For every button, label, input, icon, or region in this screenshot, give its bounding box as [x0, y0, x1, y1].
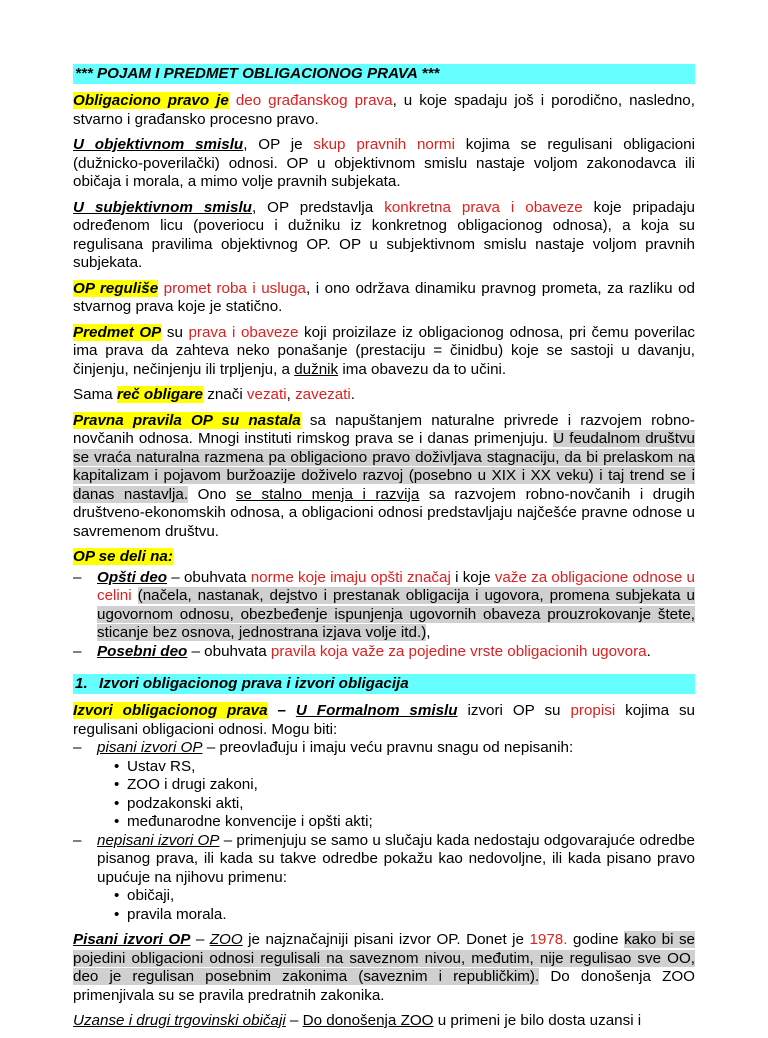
dash-marker: –	[73, 642, 82, 660]
term: U objektivnom smislu	[73, 136, 244, 153]
paragraph-regulates	[73, 280, 695, 317]
body-text: , OP je	[243, 136, 314, 153]
highlight-term: OP se deli na:	[73, 548, 173, 565]
red-text: pravila koja važe za pojedine vrste obligacionih ugovora	[270, 642, 647, 660]
underlined-text: dužnik	[294, 360, 339, 378]
body-text: ima obavezu da to učini.	[338, 360, 507, 378]
bullet-list-unwritten	[73, 887, 695, 924]
body-text: – preovlađuju i imaju veću pravnu snagu od nepisanih:	[202, 739, 574, 756]
list-item-text	[97, 569, 695, 643]
section-title: Izvori obligacionog prava i izvori obligacija	[99, 675, 409, 692]
body-text: sa razvojem robno-novčanih i drugih društveno-ekonomskih odnosa, a obligacioni odnosi predstavljaju najčešće pravne odnose u savremenom društvu.	[73, 485, 695, 540]
bullet-list-written	[73, 758, 695, 832]
paragraph-objective	[73, 136, 695, 192]
red-text: propisi	[570, 702, 616, 719]
paragraph-usances	[73, 1012, 695, 1031]
body-text: i koje	[450, 568, 495, 586]
body-text: – obuhvata	[167, 568, 251, 586]
red-text: vezati	[246, 386, 287, 403]
paragraph-subjective	[73, 199, 695, 273]
term: Uzanse i drugi trgovinski običaji	[73, 1012, 286, 1029]
list-item-special	[73, 643, 695, 662]
body-text: godine	[567, 931, 625, 948]
body-text: je najznačajniji pisani izvor OP. Donet je	[242, 931, 530, 948]
highlight-term: Obligaciono pravo je	[73, 92, 229, 109]
term: Posebni deo	[97, 642, 188, 660]
document-page	[73, 64, 695, 1038]
term: pisani izvori OP	[97, 739, 203, 756]
body-text: – obuhvata	[187, 642, 271, 660]
dash-marker: –	[73, 739, 82, 756]
dash-marker: –	[73, 831, 82, 849]
paragraph-history	[73, 412, 695, 542]
body-text: kojima su regulisani obligacioni odnosi. Mogu biti:	[73, 702, 696, 738]
list-item: • podzakonski akti,	[127, 795, 695, 814]
underlined-text: ZOO	[209, 931, 243, 948]
list-item-general	[73, 569, 695, 643]
body-text: , u koje spadaju još i porodično, nasledno, stvarno i građansko procesno pravo.	[73, 92, 695, 128]
gray-highlight: U feudalnom društvu se vraća naturalna razmena pa obligaciono pravo doživljava stagnaciju, da bi prelaskom na kapitalizam i pojavom buržoazije doživelo razvoj (posebno u XIX i XX veku) i taj trend se i danas nastavlja.	[73, 430, 695, 503]
page-title: *** POJAM I PREDMET OBLIGACIONOG PRAVA ***	[73, 64, 695, 84]
highlight-term: reč obligare	[116, 386, 204, 403]
body-text: ,	[286, 386, 296, 403]
highlight-term: OP reguliše	[73, 279, 159, 297]
body-text: sa napuštanjem naturalne privrede i razvojem robno-novčanih odnosa. Mnogi instituti rimskog prava se i danas primenjuju.	[73, 411, 695, 447]
paragraph-subject	[73, 324, 695, 380]
paragraph-zoo	[73, 931, 695, 1005]
body-text: su	[161, 323, 189, 341]
body-text: –	[285, 1012, 303, 1029]
red-text: skup pravnih normi	[313, 136, 455, 153]
body-text: –	[190, 931, 210, 948]
highlight-term: Izvori obligacionog prava	[73, 702, 268, 719]
body-text: kojima se regulisani obligacioni (dužnicko-poverilački) odnosi. OP u objektivnom smislu nastaje voljom zakonodavca ili običaja i morala, a mimo volje pravnih subjekata.	[73, 136, 695, 190]
term: U Formalnom smislu	[295, 702, 458, 719]
red-text: promet roba i usluga	[163, 279, 306, 297]
paragraph-division	[73, 548, 695, 567]
body-text: izvori OP su	[457, 702, 571, 719]
paragraph-sources	[73, 702, 695, 739]
list-item-unwritten	[73, 832, 695, 888]
body-text: .	[350, 386, 356, 403]
body-text: znači	[203, 386, 247, 403]
body-text: , OP predstavlja	[251, 198, 385, 216]
section-heading	[73, 674, 695, 694]
underlined-text: se stalno menja i razvija	[235, 485, 420, 503]
red-text: norme koje imaju opšti značaj	[250, 568, 451, 586]
gray-highlight: kako bi se pojedini obligacioni odnosi regulisali na saveznom nivou, međutim, nije regulisao sve OO, deo je regulisan posebnim zakonima (saveznim i republičkim).	[73, 931, 695, 985]
body-text: koji proizilaze iz obligacionog odnosa, pri čemu poverilac ima prava da zahteva neko ponašanje (prestaciju = činidbu) koje se sastoji u davanju, činjenju, nečinjenju ili trpljenju, a	[73, 323, 695, 378]
underlined-text: Do donošenja ZOO	[302, 1012, 434, 1029]
list-item-text	[97, 739, 695, 758]
dash-marker: –	[73, 568, 82, 586]
body-text: Do donošenja ZOO primenjivala su se pravila predratnih zakonika.	[73, 968, 695, 1004]
body-text: koje pripadaju određenom licu (poveriocu i dužniku iz konkretnog obligacionog odnosa), a koja su regulisana pravilima objektivnog OP. OP u subjektivnom smislu nastaje voljom pravnih subjekata.	[73, 198, 695, 271]
term: Opšti deo	[97, 568, 168, 586]
body-text: ,	[426, 624, 431, 641]
body-text	[132, 587, 138, 604]
body-text: –	[267, 702, 296, 719]
list-item: • Ustav RS,	[127, 758, 695, 777]
body-text: , i ono održava dinamiku pravnog prometa, za razliku od stvarnog prava koje je statično.	[73, 279, 696, 315]
list-item-written	[73, 739, 695, 758]
paragraph-obligare	[73, 386, 695, 405]
red-text: prava i obaveze	[188, 323, 299, 341]
list-item: • međunarodne konvencije i opšti akti;	[127, 813, 695, 832]
list-item-text	[97, 832, 695, 888]
highlight-term: Predmet OP	[73, 323, 162, 341]
red-text: zavezati	[295, 386, 351, 403]
body-text: Ono	[188, 485, 236, 503]
red-text: deo građanskog prava	[235, 92, 393, 109]
term: nepisani izvori OP	[97, 831, 220, 849]
red-text: konkretna prava i obaveze	[384, 198, 583, 216]
gray-highlight: (načela, nastanak, dejstvo i prestanak obligacija i ugovora, promena subjekata u ugovornom odnosu, obezbeđenje ispunjenja ugovornih obaveza prouzrokovanje štete, sticanje bez osnova, jednostrana izjava volje itd.)	[97, 587, 695, 641]
red-text: 1978.	[529, 931, 568, 948]
list-item: • ZOO i drugi zakoni,	[127, 776, 695, 795]
section-number: 1.	[75, 675, 88, 692]
body-text: .	[646, 642, 651, 660]
highlight-term: Pravna pravila OP su nastala	[73, 411, 301, 429]
list-item: • pravila morala.	[127, 906, 695, 925]
list-item-text	[97, 643, 695, 662]
paragraph-definition	[73, 92, 695, 129]
list-item: • običaji,	[127, 887, 695, 906]
body-text: – primenjuju se samo u slučaju kada nedostaju odgovarajuće odredbe pisanog prava, ili kada su takve odredbe pokažu kao nedovoljne, ili kada pisano pravo upućuje na njihovu primenu:	[97, 831, 695, 886]
body-text: Sama	[73, 386, 117, 403]
body-text: u primeni je bilo dosta uzansi i	[433, 1012, 642, 1029]
term: U subjektivnom smislu	[73, 198, 252, 216]
red-text: važe za obligacione odnose u celini	[97, 568, 695, 604]
term: Pisani izvori OP	[73, 931, 191, 948]
